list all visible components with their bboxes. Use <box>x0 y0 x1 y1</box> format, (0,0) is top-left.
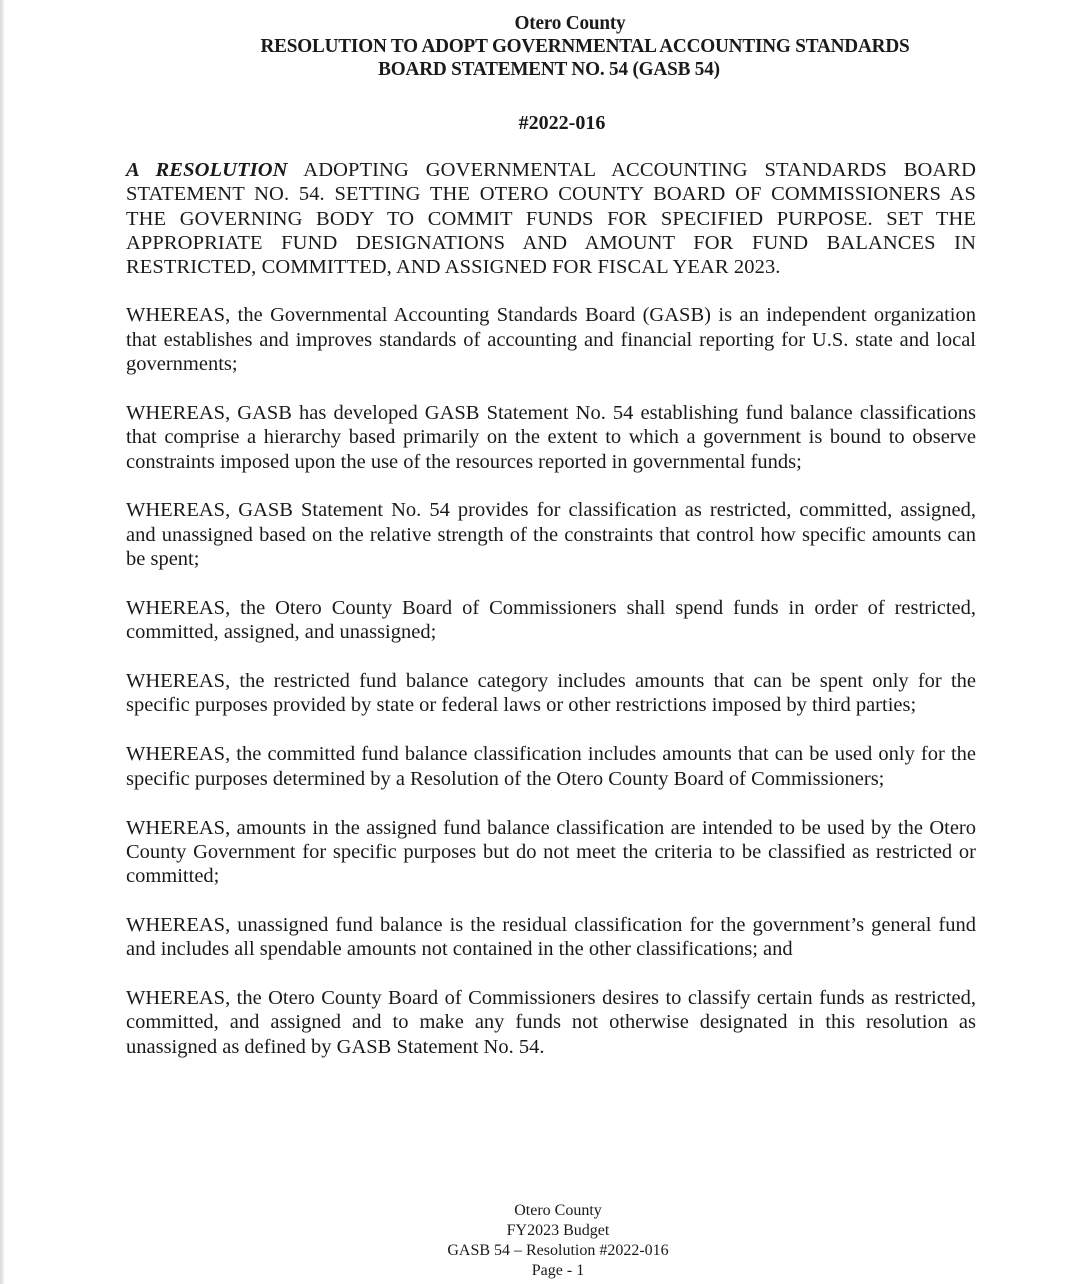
county-name: Otero County <box>514 12 626 34</box>
whereas-clause: WHEREAS, the Otero County Board of Commissioners shall spend funds in order of restricted, committed, assigned, and unassigned; <box>126 596 976 644</box>
intro-lead: A RESOLUTION <box>126 159 288 181</box>
whereas-clause: WHEREAS, GASB has developed GASB Statement No. 54 establishing fund balance classifications that comprise a hierarchy based primarily on the extent to which a government is bound to observe constraints imposed upon the use of the resources reported in governmental funds; <box>126 401 976 473</box>
whereas-clause: WHEREAS, GASB Statement No. 54 provides for classification as restricted, committed, assigned, and unassigned based on the relative strength of the constraints that control how specific amounts can be spent; <box>126 499 976 571</box>
document-body <box>126 158 976 1084</box>
footer-reference: GASB 54 – Resolution #2022-016 <box>447 1242 669 1259</box>
title-line-2: BOARD STATEMENT NO. 54 (GASB 54) <box>378 58 720 80</box>
page-edge-shadow <box>0 0 4 1284</box>
whereas-clause: WHEREAS, amounts in the assigned fund balance classification are intended to be used by the Otero County Government for specific purposes but do not meet the criteria to be classified as restricted or committed; <box>126 816 976 888</box>
resolution-number: #2022-016 <box>518 112 606 134</box>
footer-page-number: Page - 1 <box>531 1262 585 1279</box>
whereas-clause: WHEREAS, the Otero County Board of Commissioners desires to classify certain funds as restricted, committed, and assigned and to make any funds not otherwise designated in this resolution as unassigned as defined by GASB Statement No. 54. <box>126 987 976 1058</box>
intro-paragraph <box>126 158 976 279</box>
whereas-clause: WHEREAS, the committed fund balance classification includes amounts that can be used only for the specific purposes determined by a Resolution of the Otero County Board of Commissioners; <box>126 743 976 790</box>
title-line-1: RESOLUTION TO ADOPT GOVERNMENTAL ACCOUNTING STANDARDS <box>260 35 910 57</box>
whereas-clause: WHEREAS, the restricted fund balance category includes amounts that can be spent only for the specific purposes provided by state or federal laws or other restrictions imposed by third parties; <box>126 670 976 717</box>
page-footer <box>18 1201 1080 1281</box>
whereas-clause: WHEREAS, the Governmental Accounting Standards Board (GASB) is an independent organization that establishes and improves standards of accounting and financial reporting for U.S. state and local governments; <box>126 304 976 376</box>
whereas-clause: WHEREAS, unassigned fund balance is the residual classification for the government’s general fund and includes all spendable amounts not contained in the other classifications; and <box>126 913 976 961</box>
document-header <box>0 12 1080 81</box>
footer-county: Otero County <box>514 1202 602 1219</box>
intro-text: ADOPTING GOVERNMENTAL ACCOUNTING STANDARDS BOARD STATEMENT NO. 54. SETTING THE OTERO COUNTY BOARD OF COMMISSIONERS AS THE GOVERNING BODY TO COMMIT FUNDS FOR SPECIFIED PURPOSE. SET THE APPROPRIATE FUND DESIGNATIONS AND AMOUNT FOR FUND BALANCES IN RESTRICTED, COMMITTED, AND ASSIGNED FOR FISCAL YEAR 2023. <box>126 159 976 279</box>
footer-budget: FY2023 Budget <box>506 1222 610 1239</box>
